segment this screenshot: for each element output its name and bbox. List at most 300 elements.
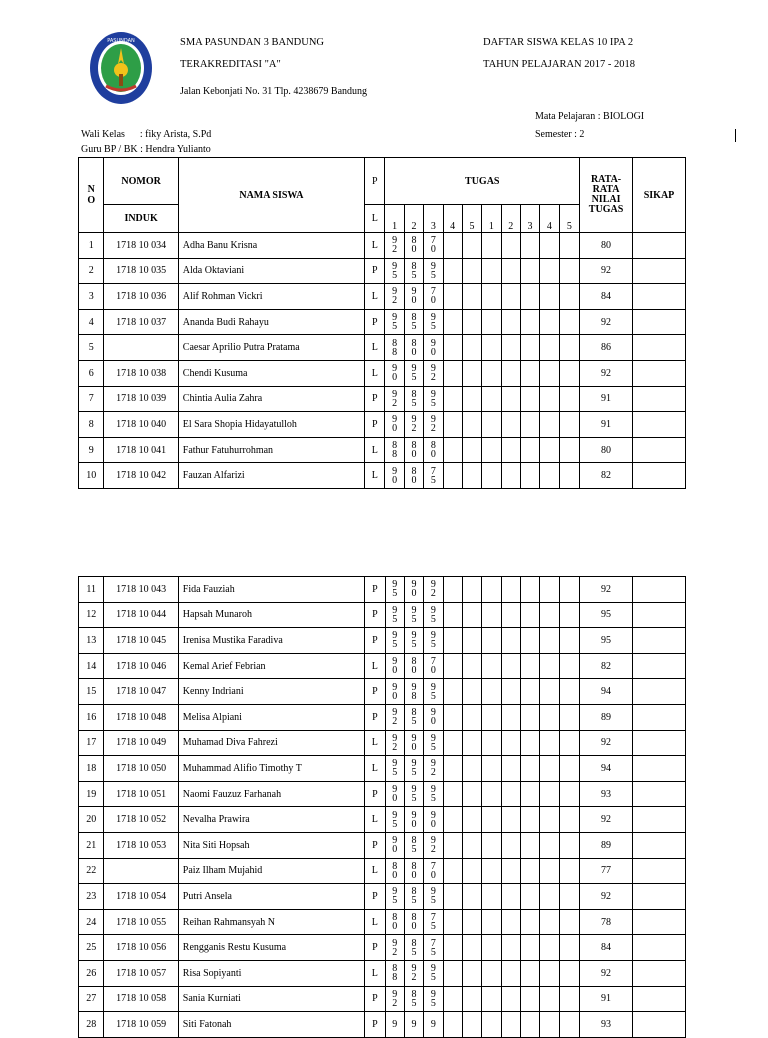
task-score-empty	[501, 909, 520, 935]
row-number: 28	[79, 1012, 104, 1038]
student-row	[79, 858, 686, 884]
task-score-empty	[443, 756, 462, 782]
col-nama: NAMA SISWA	[178, 158, 364, 233]
row-number: 12	[79, 602, 104, 628]
row-number: 3	[79, 284, 104, 310]
task-score: 9 5	[424, 386, 443, 412]
task-score-empty	[462, 360, 481, 386]
task-score-empty	[443, 832, 462, 858]
task-score-empty	[482, 756, 501, 782]
task-score: 8 0	[404, 463, 423, 489]
task-score-empty	[462, 832, 481, 858]
student-row	[79, 679, 686, 705]
row-number: 27	[79, 986, 104, 1012]
row-number: 16	[79, 704, 104, 730]
task-score: 9 5	[385, 309, 404, 335]
task-score: 9 5	[404, 360, 423, 386]
task-number: 3	[424, 205, 443, 233]
task-score-empty	[482, 679, 501, 705]
student-row	[79, 360, 686, 386]
task-score-empty	[540, 704, 559, 730]
task-average: 78	[579, 909, 632, 935]
task-average: 94	[579, 756, 632, 782]
task-score: 9 5	[404, 602, 423, 628]
task-average: 89	[579, 832, 632, 858]
task-score: 9 2	[385, 386, 404, 412]
task-score-empty	[540, 807, 559, 833]
attitude-cell	[632, 653, 685, 679]
attitude-cell	[632, 730, 685, 756]
task-score-empty	[520, 233, 539, 259]
row-number: 10	[79, 463, 104, 489]
task-score: 7 5	[424, 935, 443, 961]
task-score-empty	[443, 284, 462, 310]
attitude-cell	[632, 577, 685, 603]
row-number: 7	[79, 386, 104, 412]
task-score: 9 5	[404, 628, 423, 654]
student-row	[79, 602, 686, 628]
task-score-empty	[482, 1012, 501, 1038]
task-score-empty	[520, 335, 539, 361]
task-score-empty	[462, 258, 481, 284]
task-score-empty	[540, 602, 559, 628]
student-name: Naomi Fauzuz Farhanah	[178, 781, 364, 807]
student-row	[79, 386, 686, 412]
attitude-cell	[632, 960, 685, 986]
task-score: 9 2	[424, 832, 443, 858]
task-score-empty	[443, 577, 462, 603]
row-number: 8	[79, 412, 104, 438]
student-sex: L	[365, 858, 385, 884]
task-average: 92	[580, 360, 633, 386]
task-score: 9 2	[385, 935, 404, 961]
student-row	[79, 577, 686, 603]
attitude-cell	[633, 284, 686, 310]
task-score-empty	[559, 858, 579, 884]
task-score: 7 5	[424, 909, 443, 935]
task-score-empty	[559, 653, 579, 679]
task-score-empty	[501, 986, 520, 1012]
task-score-empty	[540, 781, 559, 807]
task-score: 8 5	[404, 986, 423, 1012]
task-score-empty	[559, 832, 579, 858]
task-average: 93	[579, 1012, 632, 1038]
task-score: 9	[424, 1012, 443, 1038]
student-name: Alif Rohman Vickri	[178, 284, 364, 310]
student-name: Hapsah Munaroh	[178, 602, 364, 628]
attitude-cell	[633, 233, 686, 259]
task-score: 9 2	[385, 730, 404, 756]
task-number: 5	[559, 205, 580, 233]
task-score: 9 2	[404, 412, 423, 438]
student-id: 1718 10 044	[104, 602, 178, 628]
task-score: 8 0	[404, 335, 423, 361]
task-score: 9 5	[385, 577, 404, 603]
task-score: 9 2	[424, 577, 443, 603]
student-sex: L	[365, 756, 385, 782]
task-score-empty	[540, 935, 559, 961]
student-name: Nita Siti Hopsah	[178, 832, 364, 858]
task-average: 77	[579, 858, 632, 884]
student-sex: P	[365, 577, 385, 603]
task-score-empty	[482, 858, 501, 884]
task-score-empty	[501, 935, 520, 961]
task-score-empty	[482, 935, 501, 961]
student-id	[104, 335, 178, 361]
attitude-cell	[632, 884, 685, 910]
student-sex: P	[365, 884, 385, 910]
task-average: 92	[579, 960, 632, 986]
task-score-empty	[540, 463, 559, 489]
task-average: 82	[579, 653, 632, 679]
task-score: 9 2	[424, 756, 443, 782]
student-sex: P	[365, 602, 385, 628]
student-row	[79, 884, 686, 910]
task-score: 7 0	[424, 653, 443, 679]
student-row	[79, 1012, 686, 1038]
task-score-empty	[443, 679, 462, 705]
student-id: 1718 10 052	[104, 807, 178, 833]
accreditation: TERAKREDITASI "A"	[180, 59, 281, 70]
student-name: Irenisa Mustika Faradiva	[178, 628, 364, 654]
task-score: 9 5	[404, 781, 423, 807]
task-score-empty	[501, 807, 520, 833]
student-name: Adha Banu Krisna	[178, 233, 364, 259]
student-row	[79, 960, 686, 986]
task-score-empty	[501, 756, 520, 782]
subject: Mata Pelajaran : BIOLOGI	[535, 111, 645, 122]
task-score-empty	[520, 1012, 539, 1038]
task-score-empty	[520, 756, 539, 782]
student-sex: P	[365, 412, 385, 438]
student-name: Muhamad Diva Fahrezi	[178, 730, 364, 756]
row-number: 5	[79, 335, 104, 361]
student-sex: P	[365, 679, 385, 705]
task-score-empty	[482, 577, 501, 603]
row-number: 13	[79, 628, 104, 654]
list-title: DAFTAR SISWA KELAS 10 IPA 2	[483, 37, 634, 48]
task-score-empty	[462, 807, 481, 833]
task-score: 9 5	[424, 986, 443, 1012]
task-score-empty	[559, 233, 580, 259]
student-sex: P	[365, 258, 385, 284]
task-score-empty	[559, 679, 579, 705]
student-id: 1718 10 053	[104, 832, 178, 858]
task-score-empty	[520, 309, 539, 335]
task-score-empty	[540, 233, 559, 259]
task-score: 8 5	[404, 832, 423, 858]
row-number: 6	[79, 360, 104, 386]
task-average: 84	[580, 284, 633, 310]
task-number: 4	[540, 205, 559, 233]
student-sex: P	[365, 386, 385, 412]
student-table-page2	[78, 576, 686, 1038]
task-score-empty	[520, 935, 539, 961]
task-score-empty	[501, 1012, 520, 1038]
col-l: L	[365, 205, 385, 233]
student-name: Fauzan Alfarizi	[178, 463, 364, 489]
task-score-empty	[462, 653, 481, 679]
student-id: 1718 10 057	[104, 960, 178, 986]
task-score-empty	[520, 858, 539, 884]
task-score-empty	[443, 309, 462, 335]
col-nomor: NOMOR	[104, 158, 178, 205]
task-score-empty	[540, 730, 559, 756]
student-row	[79, 335, 686, 361]
task-score-empty	[443, 807, 462, 833]
col-tugas: TUGAS	[385, 158, 580, 205]
task-score-empty	[443, 986, 462, 1012]
student-row	[79, 986, 686, 1012]
student-name: El Sara Shopia Hidayatulloh	[178, 412, 364, 438]
task-average: 92	[579, 577, 632, 603]
task-score-empty	[482, 233, 501, 259]
task-score-empty	[443, 884, 462, 910]
row-number: 11	[79, 577, 104, 603]
task-average: 89	[579, 704, 632, 730]
task-score-empty	[482, 437, 501, 463]
task-score: 9 2	[385, 704, 404, 730]
student-name: Nevalha Prawira	[178, 807, 364, 833]
task-average: 95	[579, 602, 632, 628]
task-score-empty	[462, 1012, 481, 1038]
task-average: 91	[580, 412, 633, 438]
student-id: 1718 10 038	[104, 360, 178, 386]
task-score-empty	[540, 360, 559, 386]
attitude-cell	[632, 679, 685, 705]
task-score: 9 5	[424, 960, 443, 986]
task-score-empty	[462, 704, 481, 730]
task-average: 91	[579, 986, 632, 1012]
row-number: 18	[79, 756, 104, 782]
task-average: 93	[579, 781, 632, 807]
task-score: 7 0	[424, 858, 443, 884]
task-average: 92	[579, 730, 632, 756]
task-score-empty	[540, 284, 559, 310]
student-name: Kenny Indriani	[178, 679, 364, 705]
student-name: Fida Fauziah	[178, 577, 364, 603]
task-score-empty	[462, 233, 481, 259]
task-score-empty	[501, 628, 520, 654]
task-score-empty	[443, 412, 462, 438]
academic-year: TAHUN PELAJARAN 2017 - 2018	[483, 59, 635, 70]
row-number: 14	[79, 653, 104, 679]
task-number: 1	[385, 205, 404, 233]
task-score-empty	[520, 653, 539, 679]
attitude-cell	[632, 781, 685, 807]
task-score-empty	[482, 730, 501, 756]
task-score-empty	[482, 258, 501, 284]
student-row	[79, 935, 686, 961]
task-score-empty	[482, 386, 501, 412]
task-average: 84	[579, 935, 632, 961]
col-rata: RATA- RATA NILAI TUGAS	[580, 158, 633, 233]
row-number: 9	[79, 437, 104, 463]
row-number: 17	[79, 730, 104, 756]
student-name: Alda Oktaviani	[178, 258, 364, 284]
task-score-empty	[520, 704, 539, 730]
student-sex: L	[365, 807, 385, 833]
student-row	[79, 704, 686, 730]
student-name: Fathur Fatuhurrohman	[178, 437, 364, 463]
attitude-cell	[632, 909, 685, 935]
row-number: 26	[79, 960, 104, 986]
task-average: 92	[580, 258, 633, 284]
task-score: 8 0	[385, 858, 404, 884]
task-score: 8 0	[404, 653, 423, 679]
task-score-empty	[559, 935, 579, 961]
task-score-empty	[482, 412, 501, 438]
task-score-empty	[501, 653, 520, 679]
student-table-page1	[78, 157, 686, 489]
task-score-empty	[443, 935, 462, 961]
task-score-empty	[443, 602, 462, 628]
student-sex: P	[365, 986, 385, 1012]
task-score-empty	[482, 832, 501, 858]
task-score: 8 0	[404, 909, 423, 935]
student-name: Reihan Rahmansyah N	[178, 909, 364, 935]
task-score: 9 5	[385, 602, 404, 628]
task-score-empty	[501, 884, 520, 910]
student-sex: L	[365, 335, 385, 361]
task-score-empty	[559, 960, 579, 986]
task-score-empty	[559, 730, 579, 756]
student-name: Melisa Alpiani	[178, 704, 364, 730]
attitude-cell	[632, 858, 685, 884]
task-score-empty	[559, 360, 580, 386]
task-score: 9 0	[385, 781, 404, 807]
task-score: 9 5	[424, 781, 443, 807]
task-score-empty	[501, 858, 520, 884]
task-average: 80	[580, 233, 633, 259]
student-row	[79, 437, 686, 463]
task-score-empty	[559, 781, 579, 807]
col-no: N O	[79, 158, 104, 233]
task-score: 9 2	[404, 960, 423, 986]
task-score: 8 0	[404, 437, 423, 463]
task-score-empty	[501, 412, 520, 438]
task-score-empty	[482, 807, 501, 833]
task-average: 82	[580, 463, 633, 489]
task-score-empty	[540, 412, 559, 438]
task-score: 8 5	[404, 704, 423, 730]
task-score-empty	[540, 386, 559, 412]
student-id: 1718 10 046	[104, 653, 178, 679]
task-score: 8 5	[404, 386, 423, 412]
row-number: 24	[79, 909, 104, 935]
semester: Semester : 2	[535, 129, 585, 140]
task-score-empty	[443, 335, 462, 361]
student-sex: P	[365, 309, 385, 335]
task-score-empty	[443, 437, 462, 463]
row-number: 4	[79, 309, 104, 335]
task-score-empty	[540, 437, 559, 463]
task-score: 9 5	[424, 628, 443, 654]
task-score-empty	[520, 463, 539, 489]
task-average: 80	[580, 437, 633, 463]
task-score-empty	[559, 1012, 579, 1038]
attitude-cell	[632, 1012, 685, 1038]
attitude-cell	[633, 463, 686, 489]
task-score-empty	[559, 335, 580, 361]
task-score-empty	[540, 884, 559, 910]
task-score-empty	[462, 730, 481, 756]
student-id: 1718 10 047	[104, 679, 178, 705]
student-name: Paiz Ilham Mujahid	[178, 858, 364, 884]
student-id: 1718 10 056	[104, 935, 178, 961]
task-score-empty	[540, 1012, 559, 1038]
task-score-empty	[501, 360, 520, 386]
task-score: 7 0	[424, 284, 443, 310]
task-score-empty	[462, 884, 481, 910]
task-score-empty	[520, 807, 539, 833]
student-sex: P	[365, 935, 385, 961]
task-score-empty	[559, 756, 579, 782]
student-id: 1718 10 034	[104, 233, 178, 259]
task-score-empty	[443, 463, 462, 489]
row-number: 2	[79, 258, 104, 284]
task-score-empty	[443, 858, 462, 884]
task-score-empty	[520, 437, 539, 463]
task-score: 9 5	[385, 884, 404, 910]
task-score: 9 0	[385, 832, 404, 858]
task-score-empty	[482, 360, 501, 386]
task-score-empty	[501, 437, 520, 463]
student-row	[79, 258, 686, 284]
task-average: 86	[580, 335, 633, 361]
task-score: 8 0	[404, 233, 423, 259]
task-score-empty	[443, 258, 462, 284]
row-number: 1	[79, 233, 104, 259]
task-score-empty	[520, 412, 539, 438]
task-score-empty	[462, 437, 481, 463]
task-score-empty	[482, 284, 501, 310]
task-score-empty	[462, 960, 481, 986]
student-id: 1718 10 042	[104, 463, 178, 489]
attitude-cell	[633, 309, 686, 335]
task-score-empty	[559, 602, 579, 628]
task-score-empty	[559, 909, 579, 935]
attitude-cell	[633, 437, 686, 463]
task-score: 9 0	[385, 360, 404, 386]
student-id: 1718 10 039	[104, 386, 178, 412]
task-score-empty	[540, 628, 559, 654]
school-address: Jalan Kebonjati No. 31 Tlp. 4238679 Bandung	[180, 86, 368, 97]
task-score-empty	[462, 577, 481, 603]
task-score: 9 5	[424, 730, 443, 756]
task-score: 9 2	[385, 233, 404, 259]
task-average: 92	[579, 884, 632, 910]
col-p: P	[365, 158, 385, 205]
task-score: 9 0	[385, 463, 404, 489]
student-name: Putri Ansela	[178, 884, 364, 910]
task-score-empty	[540, 335, 559, 361]
task-score: 9 0	[424, 335, 443, 361]
task-score-empty	[559, 986, 579, 1012]
task-score-empty	[559, 884, 579, 910]
task-score-empty	[520, 730, 539, 756]
task-score-empty	[443, 233, 462, 259]
task-score-empty	[520, 284, 539, 310]
task-score: 8 5	[404, 258, 423, 284]
row-number: 15	[79, 679, 104, 705]
task-score-empty	[462, 412, 481, 438]
task-score: 9 5	[385, 258, 404, 284]
student-name: Kemal Arief Febrian	[178, 653, 364, 679]
task-score: 9 5	[424, 884, 443, 910]
task-score: 8 8	[385, 960, 404, 986]
student-id: 1718 10 036	[104, 284, 178, 310]
